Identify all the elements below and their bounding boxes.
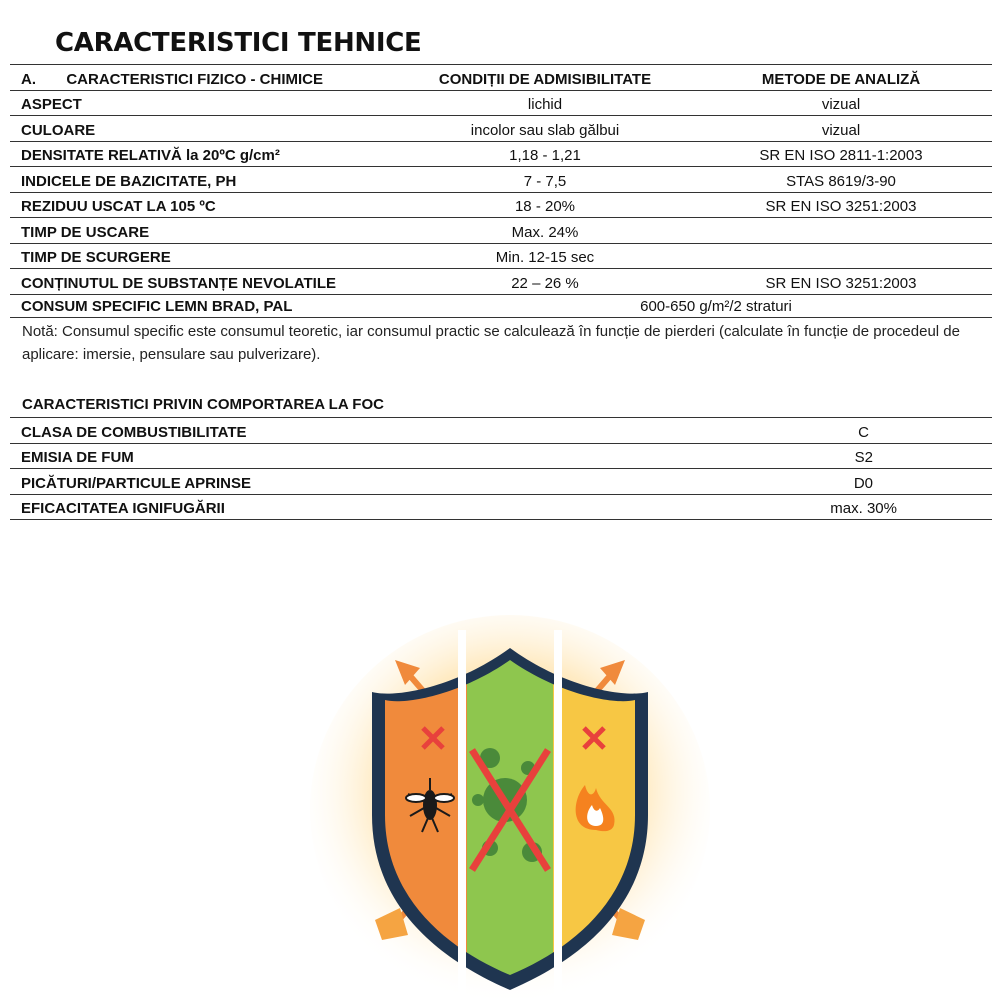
consum-value: 600-650 g/m²/2 straturi xyxy=(400,294,992,317)
page-title: CARACTERISTICI TEHNICE xyxy=(55,28,422,58)
row-value: 7 - 7,5 xyxy=(400,167,690,193)
table-row xyxy=(10,90,992,116)
row-method: SR EN ISO 3251:2003 xyxy=(690,192,992,218)
row-label: TIMP DE SCURGERE xyxy=(10,243,400,269)
fire-row-label: EFICACITATEA IGNIFUGĂRII xyxy=(10,494,400,520)
row-value: 1,18 - 1,21 xyxy=(400,141,690,167)
consumption-note: Notă: Consumul specific este consumul teoretic, iar consumul practic se calculează în funcție de pierderi (calculate în funcție de procedeul de aplicare: imersie, pensulare sau pulverizare). xyxy=(22,323,960,363)
fire-row-value: C xyxy=(400,418,992,444)
row-value: 22 – 26 % xyxy=(400,269,690,295)
shield-icon xyxy=(300,600,720,1000)
fire-row-value: max. 30% xyxy=(400,494,992,520)
header-section-letter: A. xyxy=(21,70,36,88)
row-value: 18 - 20% xyxy=(400,192,690,218)
fire-behaviour-table xyxy=(10,417,992,520)
header-methods: METODE DE ANALIZĂ xyxy=(690,65,992,91)
header-characteristics-label: CARACTERISTICI FIZICO - CHIMICE xyxy=(66,70,323,88)
row-label: CONȚINUTUL DE SUBSTANȚE NEVOLATILE xyxy=(10,269,400,295)
fire-row-value: S2 xyxy=(400,443,992,469)
row-label: INDICELE DE BAZICITATE, PH xyxy=(10,167,400,193)
fire-row-label: CLASA DE COMBUSTIBILITATE xyxy=(10,418,400,444)
table-row xyxy=(10,494,992,520)
table-row xyxy=(10,469,992,495)
fire-row-label: EMISIA DE FUM xyxy=(10,443,400,469)
row-label: REZIDUU USCAT LA 105 ºC xyxy=(10,192,400,218)
protection-illustration xyxy=(300,600,720,1000)
consum-label: CONSUM SPECIFIC LEMN BRAD, PAL xyxy=(10,294,400,317)
row-value: Max. 24% xyxy=(400,218,690,244)
row-value: lichid xyxy=(400,90,690,116)
row-method: SR EN ISO 3251:2003 xyxy=(690,269,992,295)
table-row xyxy=(10,418,992,444)
table-row xyxy=(10,116,992,142)
row-method xyxy=(690,218,992,244)
fire-row-label: PICĂTURI/PARTICULE APRINSE xyxy=(10,469,400,495)
row-label: DENSITATE RELATIVĂ la 20ºC g/cm² xyxy=(10,141,400,167)
table-header-row xyxy=(10,65,992,91)
fire-section-title: CARACTERISTICI PRIVIN COMPORTAREA LA FOC xyxy=(22,396,384,413)
row-method: STAS 8619/3-90 xyxy=(690,167,992,193)
row-label: TIMP DE USCARE xyxy=(10,218,400,244)
table-row xyxy=(10,243,992,269)
row-method: vizual xyxy=(690,90,992,116)
table-row xyxy=(10,269,992,295)
table-row xyxy=(10,167,992,193)
physico-chemical-table xyxy=(10,64,992,318)
table-row xyxy=(10,218,992,244)
header-conditions: CONDIȚII DE ADMISIBILITATE xyxy=(400,65,690,91)
row-label: CULOARE xyxy=(10,116,400,142)
row-method: vizual xyxy=(690,116,992,142)
table-row xyxy=(10,141,992,167)
row-label: ASPECT xyxy=(10,90,400,116)
table-row xyxy=(10,443,992,469)
fire-row-value: D0 xyxy=(400,469,992,495)
row-value: Min. 12-15 sec xyxy=(400,243,690,269)
row-value: incolor sau slab gălbui xyxy=(400,116,690,142)
table-row-consum xyxy=(10,294,992,317)
row-method: SR EN ISO 2811-1:2003 xyxy=(690,141,992,167)
row-method xyxy=(690,243,992,269)
header-characteristics xyxy=(10,65,400,91)
table-row xyxy=(10,192,992,218)
